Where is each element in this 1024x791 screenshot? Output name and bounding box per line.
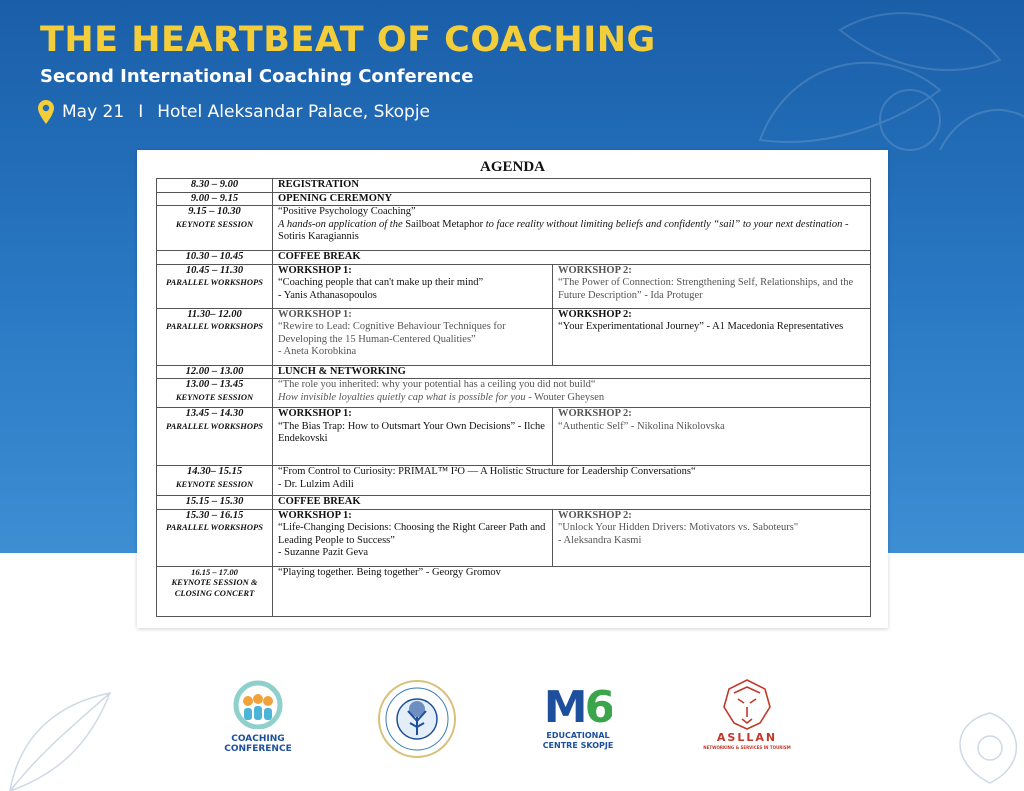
table-row (157, 466, 871, 496)
location-pin-icon (38, 100, 54, 124)
speaker-name: - Suzanne Pazit Geva (278, 547, 369, 558)
row-time: 13.00 – 13.45 KEYNOTE SESSION (157, 379, 273, 408)
table-row (157, 365, 871, 379)
agenda-title: AGENDA (479, 159, 545, 175)
session-title: “Playing together. Being together” - Georgy Gromov (278, 566, 501, 578)
workshop-label: WORKSHOP 2: (558, 509, 632, 521)
workshop-title: “The Bias Trap: How to Outsmart Your Own Decisions” (278, 420, 516, 432)
row-time: 12.00 – 13.00 (157, 365, 273, 379)
workshop-label: WORKSHOP 2: (558, 308, 632, 320)
table-row (157, 251, 871, 265)
row-activity (273, 379, 871, 408)
m6-line2: CENTRE SKOPJE (542, 741, 614, 750)
row-time: 9.15 – 10.30 KEYNOTE SESSION (157, 206, 273, 251)
agenda-table (156, 178, 871, 617)
session-type: PARALLEL WORKSHOPS (166, 321, 263, 331)
workshop-title: "Unlock Your Hidden Drivers: Motivators vs. Saboteurs" (558, 522, 799, 533)
asllan-logo (702, 677, 792, 761)
speaker-name: - Sotiris Karagiannis (278, 218, 849, 242)
workshop-label: WORKSHOP 2: (558, 264, 632, 276)
m6-mark: M6 (543, 682, 613, 733)
event-date: May 21 (62, 102, 125, 122)
row-activity: OPENING CEREMONY (273, 192, 871, 206)
table-row (157, 179, 871, 193)
session-description-highlight: Sailboat Metaphor (405, 218, 484, 230)
session-type: KEYNOTE SESSION (175, 478, 254, 489)
session-title: “Positive Psychology Coaching” (278, 206, 416, 217)
row-activity: COFFEE BREAK (273, 251, 871, 265)
speaker-name: - Aneta Korobkina (278, 346, 357, 357)
row-activity (273, 206, 871, 251)
session-type: PARALLEL WORKSHOPS (166, 522, 263, 532)
workshop-1 (273, 264, 553, 308)
session-title: “The role you inherited: why your potential has a ceiling you did not build“ (278, 379, 596, 390)
page-subtitle: Second International Coaching Conference (40, 66, 474, 87)
workshop-title: “Authentic Self” - Nikolina Nikolovska (558, 420, 725, 432)
row-activity (273, 466, 871, 496)
leaf-decoration-icon (0, 673, 120, 791)
speaker-name: - Ida Protuger (641, 289, 703, 301)
workshop-1 (273, 408, 553, 466)
row-time: 10.30 – 10.45 (157, 251, 273, 265)
table-row (157, 264, 871, 308)
coaching-logo-line2: CONFERENCE (224, 744, 292, 754)
location-separator: I (138, 102, 144, 122)
row-time: 15.30 – 16.15 PARALLEL WORKSHOPS (157, 509, 273, 566)
session-title: “From Control to Curiosity: PRIMAL™ I²O — A Holistic Structure for Leadership Conversations“ (278, 466, 696, 477)
workshop-title: “Life-Changing Decisions: Choosing the Right Career Path and Leading People to Success” (278, 522, 546, 546)
speaker-name: - Dr. Lulzim Adili (278, 478, 354, 490)
workshop-label: WORKSHOP 1: (278, 509, 352, 521)
workshop-title: “Your Experimentational Journey” - A1 Macedonia Representatives (558, 321, 844, 332)
tree-emblem-icon (372, 677, 462, 761)
m6-logo (540, 682, 616, 759)
row-activity: COFFEE BREAK (273, 496, 871, 510)
workshop-2 (553, 308, 871, 365)
row-time: 15.15 – 15.30 (157, 496, 273, 510)
event-venue: Hotel Aleksandar Palace, Skopje (157, 102, 431, 122)
table-row (157, 408, 871, 466)
people-circle-icon (220, 679, 296, 729)
row-activity: REGISTRATION (273, 179, 871, 193)
row-activity: LUNCH & NETWORKING (273, 365, 871, 379)
table-row (157, 192, 871, 206)
asllan-name: ASLLAN (716, 731, 778, 744)
event-location (38, 98, 430, 126)
workshop-label: WORKSHOP 1: (278, 408, 352, 419)
workshop-title: “Coaching people that can't make up their mind” (278, 277, 484, 288)
speaker-name: - Wouter Gheysen (525, 391, 605, 403)
workshop-label: WORKSHOP 1: (278, 264, 352, 276)
speaker-name: - Ilche Endekovski (278, 420, 545, 444)
lion-head-icon (720, 677, 774, 731)
row-time: 10.45 – 11.30 PARALLEL WORKSHOPS (157, 264, 273, 308)
row-time: 14.30– 15.15 KEYNOTE SESSION (157, 466, 273, 496)
workshop-2 (553, 408, 871, 466)
workshop-title: “Rewire to Lead: Cognitive Behaviour Techniques for Developing the 15 Human-Centered Qualities” (278, 321, 506, 345)
workshop-2 (553, 264, 871, 308)
row-time: 9.00 – 9.15 (157, 192, 273, 206)
speaker-name: - Yanis Athanasopoulos (278, 289, 377, 301)
coaching-logo-line1: COACHING (231, 734, 285, 744)
m6-line1: EDUCATIONAL (546, 731, 610, 740)
asllan-tagline: NETWORKING & SERVICES IN TOURISM (703, 745, 791, 750)
row-time: 13.45 – 14.30 PARALLEL WORKSHOPS (157, 408, 273, 466)
table-row (157, 308, 871, 365)
row-time: 8.30 – 9.00 (157, 179, 273, 193)
session-description: How invisible loyalties quietly cap what is possible for you (278, 391, 526, 403)
row-time: 11.30– 12.00 PARALLEL WORKSHOPS (157, 308, 273, 365)
session-type: KEYNOTE SESSION & CLOSING CONCERT (171, 577, 258, 598)
workshop-title: “The Power of Connection: Strengthening Self, Relationships, and the Future Description” (558, 277, 854, 301)
session-type: KEYNOTE SESSION (175, 218, 254, 229)
session-type: PARALLEL WORKSHOPS (166, 420, 263, 431)
workshop-label: WORKSHOP 2: (558, 408, 632, 419)
sponsor-logos (0, 553, 1024, 791)
table-row (157, 496, 871, 510)
row-time: 16.15 – 17.00 KEYNOTE SESSION & CLOSING CONCERT (157, 566, 273, 616)
table-row (157, 379, 871, 408)
session-description: A hands-on application of the (278, 218, 406, 230)
workshop-1 (273, 308, 553, 365)
session-type: KEYNOTE SESSION (175, 391, 254, 402)
flower-decoration-icon (930, 683, 1024, 791)
table-row (157, 206, 871, 251)
speaker-name: - Aleksandra Kasmi (558, 534, 642, 546)
page-title: THE HEARTBEAT OF COACHING (40, 20, 656, 60)
session-type: PARALLEL WORKSHOPS (166, 277, 263, 287)
workshop-label: WORKSHOP 1: (278, 308, 352, 320)
coaching-conference-logo (220, 679, 296, 755)
session-description-end: to face reality without limiting beliefs and confidently “sail” to your next destination (483, 218, 843, 230)
